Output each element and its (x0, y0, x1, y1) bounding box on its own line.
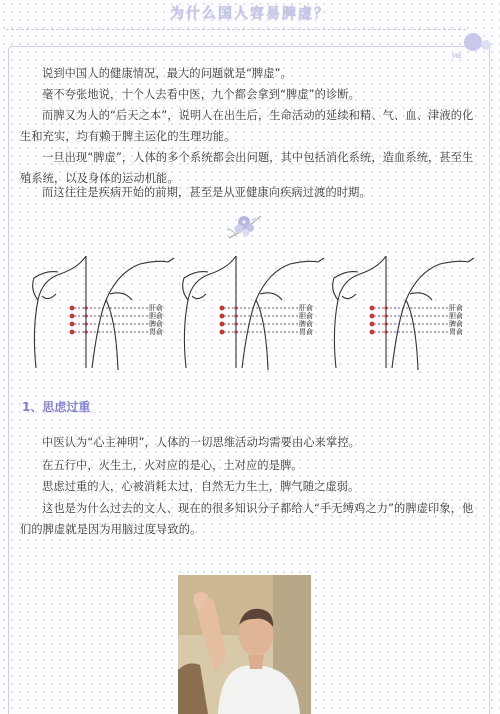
section-paragraph: 思虑过重的人，心被消耗太过，自然无力生土，脾气随之虚弱。 (42, 480, 360, 493)
section-paragraph: 中医认为“心主神明”，人体的一切思维活动均需要由心来掌控。 (42, 436, 361, 449)
acupoint-label: 肝俞 (149, 304, 163, 312)
intro-paragraph: 而这往往是疾病开始的前期，甚至是从亚健康向疾病过渡的时期。 (42, 186, 371, 199)
acupoint-label: 胃俞 (449, 328, 463, 336)
intro-paragraph: 毫不夸张地说，十个人去看中医，九个都会拿到“脾虚”的诊断。 (42, 88, 361, 101)
back-acupoint-diagram (28, 250, 178, 375)
intro-paragraph: 说到中国人的健康情况，最大的问题就是“脾虚”。 (42, 67, 292, 80)
acupoint-label: 胆俞 (149, 312, 163, 320)
intro-paragraph: 一旦出现“脾虚”，人体的多个系统都会出问题，其中包括消化系统，造血系统，甚至生殖系统，以及身体的运动机能。 (20, 151, 474, 185)
acupoint-label: 肝俞 (449, 304, 463, 312)
acupoint-label: 脾俞 (449, 320, 463, 328)
page-title: 为什么国人容易脾虚？ (170, 6, 330, 22)
section-heading: 1、思虑过重 (22, 400, 91, 414)
acupoint-label: 脾俞 (149, 320, 163, 328)
back-acupoint-diagram (328, 250, 478, 375)
section-paragraph: 在五行中，火生土，火对应的是心，土对应的是脾。 (42, 459, 303, 472)
frame-corner-label: MB (452, 53, 462, 60)
decorative-circle (464, 33, 482, 51)
acupoint-label: 胃俞 (299, 328, 313, 336)
section-paragraph: 这也是为什么过去的文人、现在的很多知识分子都给人“手无缚鸡之力”的脾虚印象，他们的脾虚就是因为用脑过度导致的。 (20, 502, 474, 536)
flower-divider-icon (225, 208, 265, 246)
man-photo (178, 575, 311, 714)
acupoint-label: 脾俞 (299, 320, 313, 328)
acupoint-label: 胃俞 (149, 328, 163, 336)
intro-paragraph: 而脾又为人的“后天之本”，说明人在出生后，生命活动的延续和精、气、血、津液的化生和充实，均有赖于脾主运化的生理功能。 (20, 109, 474, 143)
acupoint-label: 胆俞 (449, 312, 463, 320)
back-acupoint-diagram (178, 250, 328, 375)
decorative-circle-small (481, 40, 491, 50)
acupoint-label: 肝俞 (299, 304, 313, 312)
acupoint-label: 胆俞 (299, 312, 313, 320)
title-divider (6, 29, 466, 30)
